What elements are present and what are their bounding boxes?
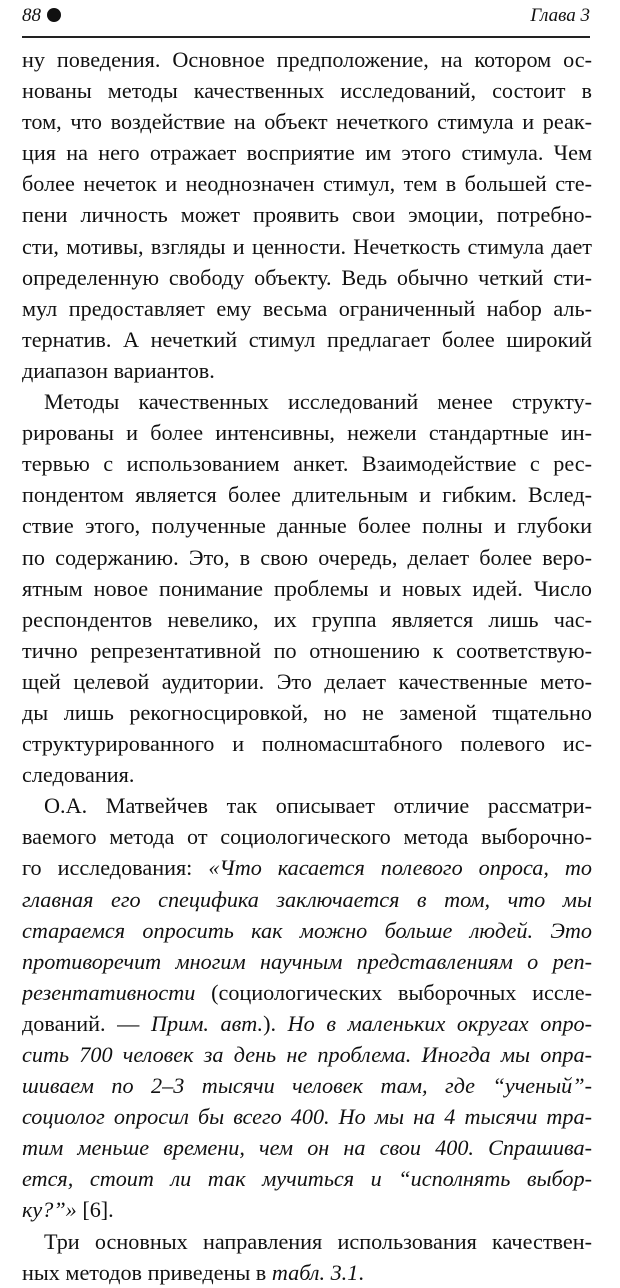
paragraph — [22, 44, 592, 386]
text-line — [22, 884, 592, 915]
text-run: ция на него отражает восприятие им этого стимула. Чем — [22, 140, 592, 166]
text-line — [22, 666, 592, 697]
body-text — [22, 44, 592, 1288]
text-run: пондентом является более длительным и гибким. Вслед- — [22, 482, 592, 508]
text-run: тервью с использованием анкет. Взаимодействие с рес- — [22, 451, 592, 477]
text-line — [22, 759, 592, 790]
text-line — [22, 479, 592, 510]
text-run: мул предоставляет ему весьма ограниченный набор аль- — [22, 295, 592, 321]
text-line — [22, 1163, 592, 1194]
running-header — [22, 2, 590, 38]
text-line — [22, 946, 592, 977]
text-run: ваемого метода от социологического метода выборочно- — [22, 824, 592, 850]
italic-text: резентативности — [22, 979, 196, 1005]
italic-text: тим меньше времени, чем он на свои 400. Спрашива- — [22, 1135, 592, 1161]
text-line — [22, 417, 592, 448]
text-run: дований. — — [22, 1010, 151, 1036]
text-run: по содержанию. Это, в свою очередь, делает более веро- — [22, 544, 592, 570]
text-line — [22, 168, 592, 199]
text-line — [22, 324, 592, 355]
paragraph — [22, 1226, 592, 1288]
text-run: О.А. Матвейчев так описывает отличие рассматри- — [44, 793, 592, 819]
text-line — [22, 1070, 592, 1101]
text-line — [22, 1039, 592, 1070]
paragraph — [22, 386, 592, 790]
text-run: ну поведения. Основное предположение, на котором ос- — [22, 47, 592, 72]
text-run: респондентов невелико, их группа является лишь час- — [22, 606, 592, 632]
text-line — [22, 1226, 592, 1257]
text-run: ствие этого, полученные данные более полны и глубоки — [22, 513, 592, 539]
text-run: [6]. — [76, 1197, 114, 1223]
italic-text: социолог опросил бы всего 400. Но мы на 4 тысячи тра- — [22, 1104, 592, 1130]
text-line — [22, 915, 592, 946]
italic-text: противоречит многим научным представлениям о реп- — [22, 948, 592, 974]
text-run: (социологических выборочных иссле- — [195, 979, 592, 1005]
text-line — [22, 510, 592, 541]
text-run: пени личность может проявить свои эмоции, потребно- — [22, 202, 592, 228]
text-line — [22, 448, 592, 479]
italic-text: «Что касается полевого опроса, то — [208, 855, 592, 881]
text-line — [22, 293, 592, 324]
italic-text: ется, стоит ли так мучиться и “исполнять выбор- — [22, 1166, 592, 1192]
italic-text: стараемся опросить как можно больше людей. Это — [22, 917, 592, 943]
text-line — [22, 386, 592, 417]
text-line — [22, 977, 592, 1008]
text-run: тично репрезентативной по отношению к соответствую- — [22, 637, 592, 663]
text-line — [22, 231, 592, 262]
text-run: сти, мотивы, взгляды и ценности. Нечеткость стимула дает — [22, 233, 592, 259]
text-line — [22, 852, 592, 883]
text-run: ных методов приведены в — [22, 1259, 272, 1285]
text-line — [22, 1194, 592, 1225]
text-line — [22, 1132, 592, 1163]
italic-text: Но в маленьких округах опро- — [287, 1010, 592, 1036]
text-run: ). — [263, 1010, 288, 1036]
italic-text: шиваем по 2–3 тысячи человек там, где “ученый”- — [22, 1073, 592, 1099]
text-line — [22, 573, 592, 604]
text-run: более нечеток и неоднозначен стимул, тем в большей сте- — [22, 171, 592, 197]
text-line — [22, 106, 592, 137]
text-run: ятным новое понимание проблемы и новых идей. Число — [22, 575, 592, 601]
text-run: диапазон вариантов. — [22, 357, 215, 383]
text-run: тернатив. А нечеткий стимул предлагает более широкий — [22, 326, 592, 352]
text-line — [22, 635, 592, 666]
text-line — [22, 790, 592, 821]
text-run: определенную свободу объекту. Ведь обычно четкий сти- — [22, 264, 592, 290]
text-line — [22, 1257, 592, 1288]
italic-text: табл. 3.1 — [271, 1259, 359, 1285]
text-line — [22, 1101, 592, 1132]
text-run: . — [358, 1259, 364, 1285]
italic-text: главная его специфика заключается в том, что мы — [22, 886, 592, 912]
paragraph — [22, 790, 592, 1225]
text-line — [22, 199, 592, 230]
text-line — [22, 542, 592, 573]
text-line — [22, 44, 592, 75]
text-run: Три основных направления использования качествен- — [44, 1228, 592, 1254]
text-run: следования. — [22, 762, 135, 788]
text-run: го исследования: — [22, 855, 209, 881]
text-line — [22, 728, 592, 759]
bullet-dot-icon — [47, 8, 61, 22]
text-run: том, что воздействие на объект нечеткого стимула и реак- — [22, 109, 592, 135]
text-run: Методы качественных исследований менее структу- — [44, 389, 592, 415]
italic-text: сить 700 человек за день не проблема. Иногда мы опра- — [22, 1042, 592, 1067]
text-run: нованы методы качественных исследований, состоит в — [22, 78, 592, 104]
italic-text: Прим. авт. — [150, 1010, 264, 1036]
chapter-title: Глава 3 — [530, 5, 590, 26]
text-line — [22, 821, 592, 852]
text-run: структурированного и полномасштабного полевого ис- — [22, 731, 592, 757]
text-line — [22, 1008, 592, 1039]
text-line — [22, 75, 592, 106]
text-line — [22, 355, 592, 386]
text-line — [22, 137, 592, 168]
text-run: щей целевой аудитории. Это делает качественные мето- — [22, 668, 592, 694]
page-number: 88 — [22, 2, 61, 30]
text-line — [22, 604, 592, 635]
text-line — [22, 262, 592, 293]
text-run: рированы и более интенсивны, нежели стандартные ин- — [22, 420, 592, 446]
text-run: ды лишь рекогносцировкой, но не заменой тщательно — [22, 699, 592, 725]
italic-text: ку?”» — [22, 1197, 77, 1223]
text-line — [22, 697, 592, 728]
